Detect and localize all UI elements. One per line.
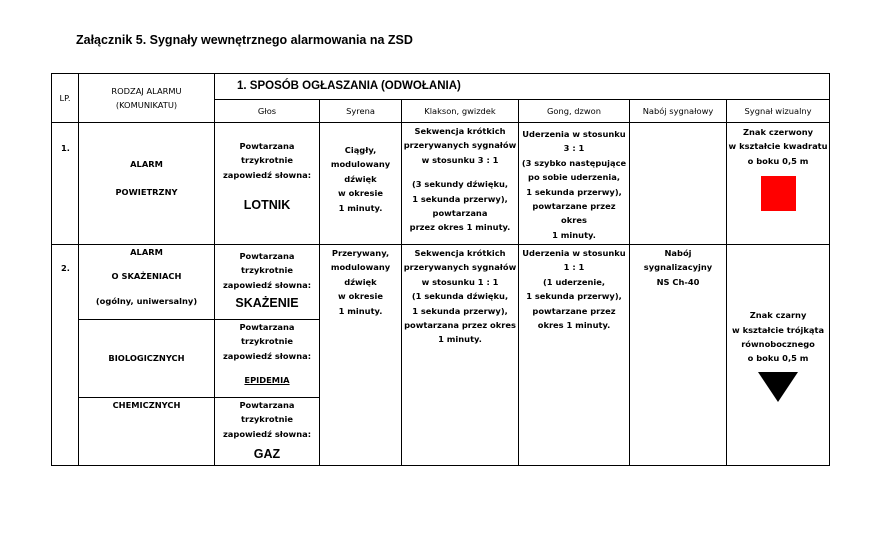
row2-siren: Przerywany, modulowany dźwięk w okresie 1 minuty. [320,245,402,466]
row2-flare: Nabój sygnalizacyjny NS Ch-40 [630,245,727,466]
row1-lp: 1. [52,123,79,245]
row1-siren: Ciągły, modulowany dźwięk w okresie 1 minuty. [320,123,402,245]
row2-visual: Znak czarny w kształcie trójkąta równobocznego o boku 0,5 m [727,245,830,466]
voice-word: EPIDEMIA [244,375,290,386]
row2-gong: Uderzenia w stosunku 1 : 1 (1 uderzenie, 1 sekunda przerwy), powtarzane przez okres 1 minuty. [519,245,630,466]
col-header-siren: Syrena [320,100,402,123]
row1-voice: Powtarzana trzykrotnie zapowiedź słowna: LOTNIK [215,123,320,245]
row1-gong: Uderzenia w stosunku 3 : 1 (3 szybko następujące po sobie uderzenia, 1 sekunda przerwy), powtarzane przez okres 1 minuty. [519,123,630,245]
col-header-visual: Sygnał wizualny [727,100,830,123]
row1-visual: Znak czerwony w kształcie kwadratu o boku 0,5 m [727,123,830,245]
row2-voice: Powtarzana trzykrotnie zapowiedź słowna: SKAŻENIE [215,245,320,320]
row2-chem-type: CHEMICZNYCH [79,398,215,466]
col-header-gong: Gong, dzwon [519,100,630,123]
row2-bio-type: BIOLOGICZNYCH [79,320,215,398]
red-square-sign [761,176,796,211]
row2-chem-voice: Powtarzana trzykrotnie zapowiedź słowna: GAZ [215,398,320,466]
voice-word: LOTNIK [243,198,291,213]
black-triangle-sign [758,372,798,402]
col-header-horn: Klakson, gwizdek [402,100,519,123]
voice-word: SKAŻENIE [235,296,299,311]
col-header-flare: Nabój sygnałowy [630,100,727,123]
row2-horn: Sekwencja krótkich przerywanych sygnałów w stosunku 1 : 1 (1 sekunda dźwięku, 1 sekunda przerwy), powtarzana przez okres 1 minuty. [402,245,519,466]
row2-bio-voice: Powtarzana trzykrotnie zapowiedź słowna: EPIDEMIA [215,320,320,398]
row1-alarm-type: ALARM POWIETRZNY [79,123,215,245]
voice-word: GAZ [253,447,281,462]
row1-horn: Sekwencja krótkich przerywanych sygnałów w stosunku 3 : 1 (3 sekundy dźwięku, 1 sekunda przerwy), powtarzana przez okres 1 minuty. [402,123,519,245]
lp-header: LP. [52,74,79,123]
row2-lp: 2. [52,245,79,466]
row2-alarm-type: ALARM O SKAŻENIACH (ogólny, uniwersalny) [79,245,215,320]
page-title: Załącznik 5. Sygnały wewnętrznego alarmowania na ZSD [76,33,413,47]
alarm-type-header: RODZAJ ALARMU (KOMUNIKATU) [79,74,215,123]
col-header-voice: Głos [215,100,320,123]
alarm-signals-table [51,73,830,466]
method-header: 1. SPOSÓB OGŁASZANIA (ODWOŁANIA) [215,74,830,100]
row1-flare [630,123,727,245]
